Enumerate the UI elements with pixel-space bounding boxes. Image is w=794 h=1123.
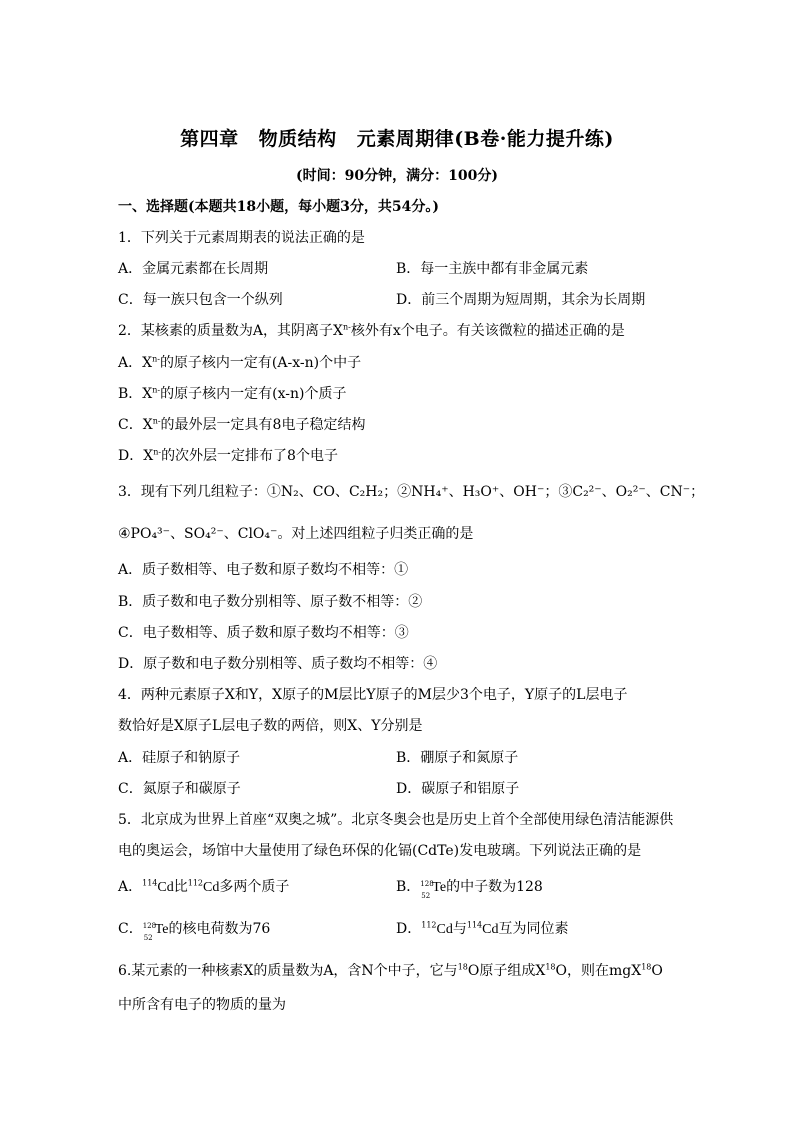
question-4-stem: 4．两种元素原子X和Y，X原子的M层比Y原子的M层少3个电子，Y原子的L层电子 (118, 687, 628, 703)
question-4-stem-line2: 数恰好是X原子L层电子数的两倍，则X、Y分别是 (118, 718, 423, 734)
question-6-stem-line2: 中所含有电子的物质的量为 (118, 997, 286, 1013)
nuclide-notation: 128 52 (420, 880, 434, 900)
page-title (0, 124, 794, 151)
question-2-option-d: D．$X^{n-}$的次外层一定排布了8个电子 (118, 447, 338, 464)
question-1-option-d: D．前三个周期为短周期，其余为长周期 (396, 292, 646, 308)
question-3-option-b: B．质子数和电子数分别相等、原子数不相等：② (118, 594, 423, 610)
question-2-option-b: B．$X^{n-}$的原子核内一定有(x-n)个质子 (118, 385, 347, 402)
nuclide-notation: 128 52 (142, 922, 157, 942)
question-5-option-d: D．$^{112}$Cd与$^{114}$Cd互为同位素 (396, 920, 569, 937)
question-1-stem: 1．下列关于元素周期表的说法正确的是 (118, 230, 365, 246)
question-4-option-b: B．硼原子和氮原子 (396, 750, 519, 766)
particle-group-1: ①N₂、CO、C₂H₂； (266, 484, 398, 500)
title-topic: 物质结构 (258, 128, 337, 150)
title-subtitle: 元素周期律(B卷·能力提升练) (356, 128, 614, 150)
question-3-stem-line2: ④PO₄³⁻、SO₄²⁻、ClO₄⁻。对上述四组粒子归类正确的是 (118, 526, 474, 542)
exam-info: (时间：90分钟，满分：100分) (296, 168, 498, 184)
question-4-option-d: D．碳原子和铝原子 (396, 781, 520, 797)
question-4-option-a: A．硅原子和钠原子 (118, 750, 241, 766)
question-2-stem: 2．某核素的质量数为A，其阴离子$X^{n-}$核外有x个电子。有关该微粒的描述正确的是 (118, 322, 625, 339)
question-2-option-c: C．$X^{n-}$的最外层一定具有8电子稳定结构 (118, 416, 366, 433)
question-2-option-a: A．$X^{n-}$的原子核内一定有(A-x-n)个中子 (118, 354, 362, 371)
question-3-stem: 3．现有下列几组粒子：①N₂、CO、C₂H₂；②NH₄⁺、H₃O⁺、OH⁻；③C₂²⁻、O₂²⁻、CN⁻； (118, 484, 705, 500)
question-1-option-b: B．每一主族中都有非金属元素 (396, 261, 589, 277)
title-chapter: 第四章 (180, 128, 239, 150)
particle-group-2: ②NH₄⁺、H₃O⁺、OH⁻； (397, 484, 559, 500)
question-1-option-a: A．金属元素都在长周期 (118, 261, 269, 277)
question-3-option-c: C．电子数相等、质子数和原子数均不相等：③ (118, 625, 409, 641)
question-1-option-c: C．每一族只包含一个纵列 (118, 292, 283, 308)
particle-group-3: ③C₂²⁻、O₂²⁻、CN⁻； (558, 484, 705, 500)
question-5-option-a: A．$^{114}$Cd比$^{112}$Cd多两个质子 (118, 878, 290, 895)
question-6-stem: 6.某元素的一种核素X的质量数为A，含N个中子，它与$^{18}$O原子组成$X^{18}O$，则在mgX$^{18}$O (118, 962, 663, 979)
question-3-option-d: D．原子数和电子数分别相等、质子数均不相等：④ (118, 656, 438, 672)
question-3-option-a: A．质子数相等、电子数和原子数均不相等：① (118, 562, 409, 578)
section-heading: 一、选择题(本题共18小题，每小题3分，共54分。) (118, 199, 439, 215)
question-4-option-c: C．氮原子和碳原子 (118, 781, 241, 797)
question-5-option-b: B． 128 52 Te的中子数为128 (396, 879, 543, 900)
question-5-option-c: C． 128 52 Te的核电荷数为76 (118, 921, 271, 942)
question-5-stem: 5．北京成为世界上首座“双奥之城”。北京冬奥会也是历史上首个全部使用绿色清洁能源供 (118, 812, 674, 828)
question-5-stem-line2: 电的奥运会，场馆中大量使用了绿色环保的化镉(CdTe)发电玻璃。下列说法正确的是 (118, 843, 642, 859)
